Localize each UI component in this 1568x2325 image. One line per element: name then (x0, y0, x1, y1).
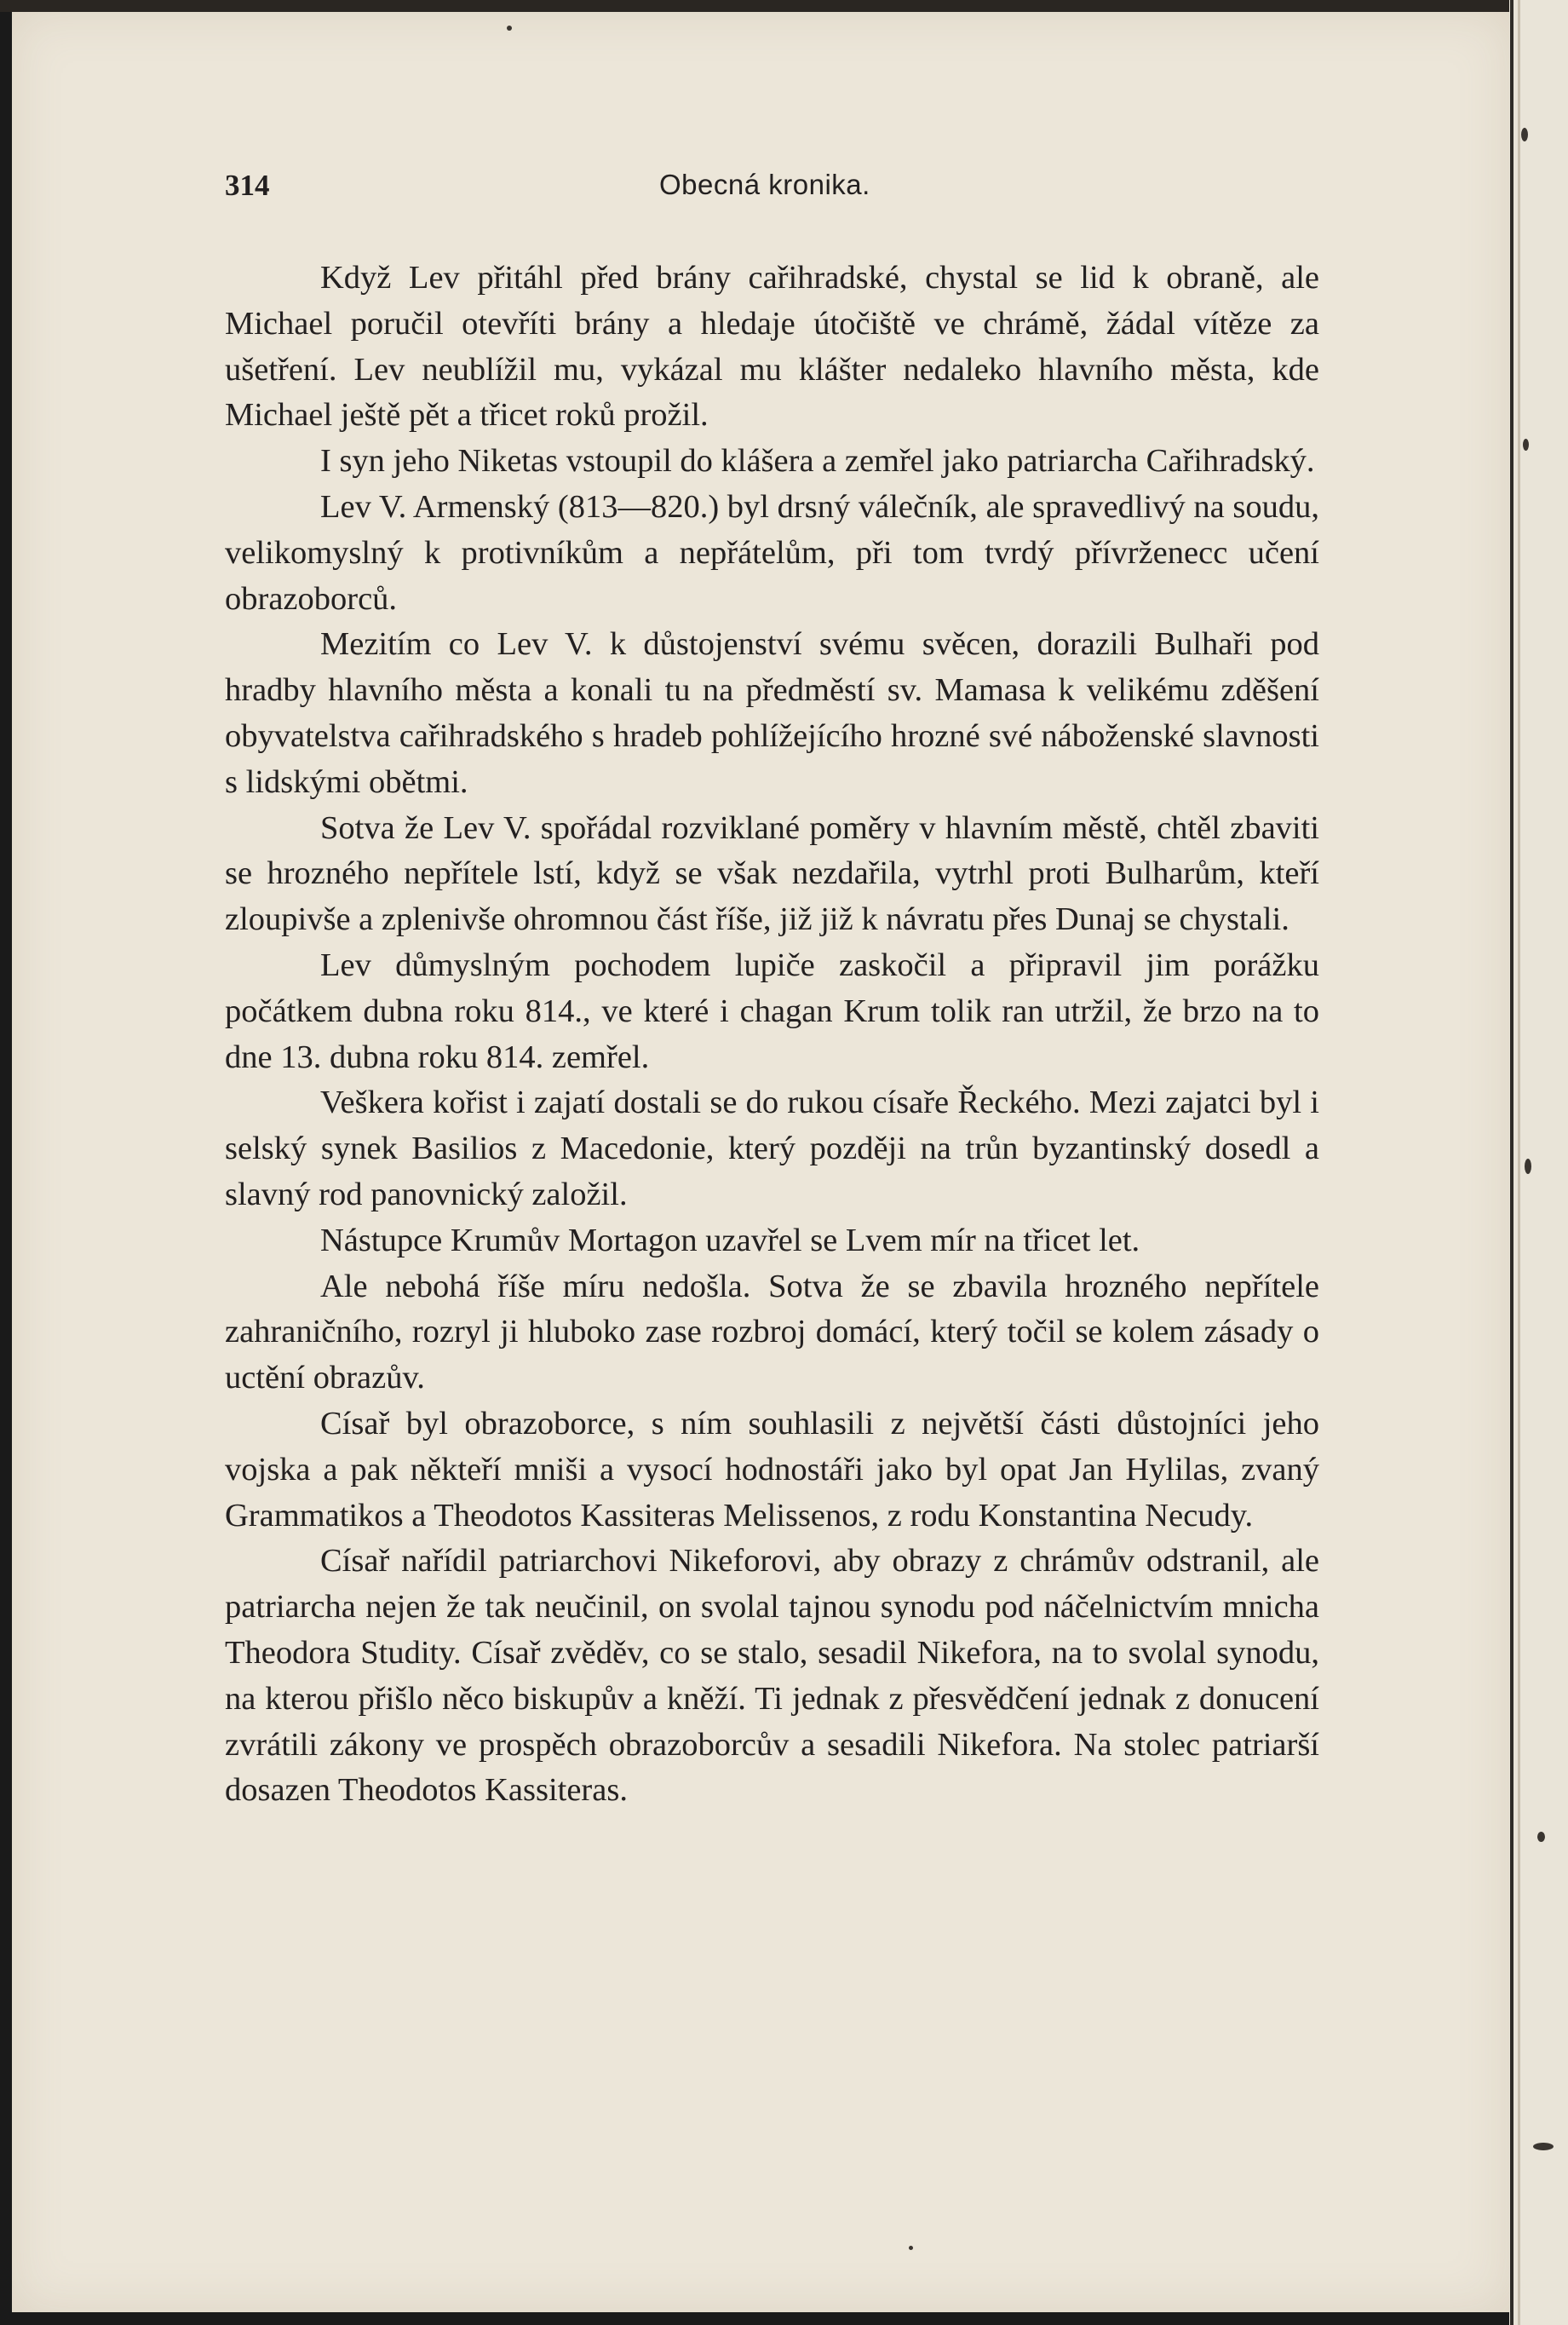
running-title: Obecná kronika. (659, 169, 870, 200)
page-edge-shadow (1510, 0, 1513, 2325)
scan-speck (1525, 1159, 1531, 1174)
body-text (225, 256, 1319, 1814)
paragraph: Lev V. Armenský (813—820.) byl drsný válečník, ale spravedlivý na soudu, velikomyslný k protivníkům a nepřátelům, při tom tvrdý přívrženecc učení obrazoborců. (225, 488, 1319, 617)
scan-speck (507, 26, 512, 31)
paragraph: I syn jeho Niketas vstoupil do klášera a zemřel jako patriarcha Cařihradský. (320, 443, 1315, 480)
paragraph: Sotva že Lev V. spořádal rozviklané poměry v hlavním městě, chtěl zbaviti se hrozného nepřítele lstí, když se však nezdařila, vytrhl proti Bulharům, kteří zloupivše a zplenivše ohromnou část říše, již již k návratu přes Dunaj se chystali. (225, 809, 1319, 938)
scan-speck (1521, 128, 1528, 141)
paragraph: Nástupce Krumův Mortagon uzavřel se Lvem mír na třicet let. (320, 1222, 1140, 1258)
paragraph: Císař nařídil patriarchovi Nikeforovi, aby obrazy z chrámův odstranil, ale patriarcha nejen že tak neučinil, on svolal tajnou synodu pod náčelnictvím mnicha Theodora Studity. Císař zvěděv, co se stalo, sesadil Nikefora, na to svolal synodu, na kterou přišlo něco biskupův a kněží. Ti jednak z přesvědčení jednak z donucení zvrátili zákony ve prospěch obrazoborcův a sesadili Nikefora. Na stolec patriarší dosazen Theodotos Kassiteras. (225, 1543, 1319, 1809)
paragraph: Císař byl obrazoborce, s ním souhlasili z největší části důstojníci jeho vojska a pak někteří mniši a vysocí hodnostáři jako byl opat Jan Hylilas, zvaný Grammatikos a Theodotos Kassiteras Melissenos, z rodu Konstantina Necudy. (225, 1405, 1319, 1534)
page-number: 314 (225, 169, 270, 202)
scan-speck (1537, 1832, 1545, 1842)
page-header (225, 169, 1324, 211)
scan-speck (909, 2246, 913, 2250)
scan-top-border (0, 0, 1568, 12)
paragraph: Veškera kořist i zajatí dostali se do rukou císaře Řeckého. Mezi zajatci byl i selský synek Basilios z Macedonie, který později na trůn byzantinský dosedl a slavný rod panovnický založil. (225, 1085, 1319, 1212)
paragraph: Lev důmyslným pochodem lupiče zaskočil a připravil jim porážku počátkem dubna roku 814., ve které i chagan Krum tolik ran utržil, že brzo na to dne 13. dubna roku 814. zemřel. (225, 947, 1319, 1075)
scan-right-margin (1509, 0, 1568, 2325)
paragraph: Ale nebohá říše míru nedošla. Sotva že se zbavila hrozného nepřítele zahraničního, rozryl ji hluboko zase rozbroj domácí, který točil se kolem zásady o uctění obrazův. (225, 1268, 1319, 1396)
scan-speck (1533, 2143, 1554, 2150)
paragraph: Když Lev přitáhl před brány cařihradské, chystal se lid k obraně, ale Michael poručil otevříti brány a hledaje útočiště ve chrámě, žádal vítěze za ušetření. Lev neublížil mu, vykázal mu klášter nedaleko hlavního města, kde Michael ještě pět a třicet roků prožil. (225, 260, 1319, 434)
scan-speck (1523, 439, 1529, 451)
page-edge-line (1518, 0, 1520, 2325)
paragraph: Mezitím co Lev V. k důstojenství svému svěcen, dorazili Bulhaři pod hradby hlavního města a konali tu na předměstí sv. Mamasa k velikému zděšení obyvatelstva cařihradského s hradeb pohlížejícího hrozné své náboženské slavnosti s lidskými obětmi. (225, 626, 1319, 800)
